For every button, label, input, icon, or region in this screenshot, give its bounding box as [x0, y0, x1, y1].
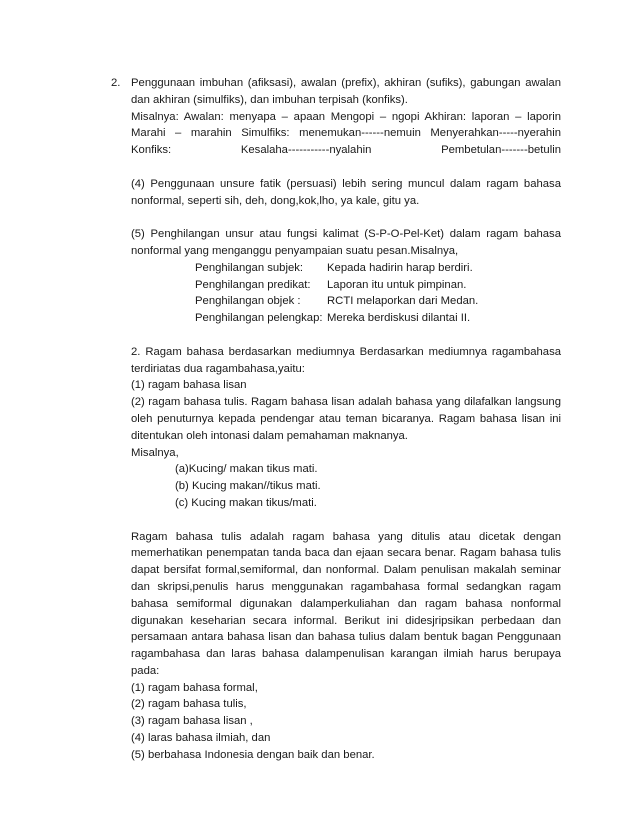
- omission-example-complement: [131, 310, 561, 327]
- usage-list-item: (2) ragam bahasa tulis,: [131, 698, 247, 711]
- afiksasi-intro-paragraph: Penggunaan imbuhan (afiksasi), awalan (prefix), akhiran (sufiks), gabungan awalan dan akhiran (simulfiks), dan imbuhan terpisah (konfiks).: [131, 77, 561, 106]
- list-item-number: 2.: [111, 77, 121, 89]
- afiksasi-examples-paragraph: Misalnya: Awalan: menyapa – apaan Mengopi – ngopi Akhiran: laporan – laporin Marahi – marahin Simulfiks: menemukan------nemuin Menyerahkan-----nyerahin Konfiks: Kesalaha-----------nyalahin Pembetulan-------betulin: [131, 110, 561, 157]
- medium-item-tulis-paragraph: (2) ragam bahasa tulis. Ragam bahasa lisan adalah bahasa yang dilafalkan langsung oleh penuturnya kepada pendengar atau teman bicaranya. Ragam bahasa lisan ini ditentukan oleh intonasi dalam pemahaman maknanya.: [131, 396, 561, 442]
- usage-list-item: (1) ragam bahasa formal,: [131, 681, 258, 694]
- written-variety-paragraph: Ragam bahasa tulis adalah ragam bahasa yang ditulis atau dicetak dengan memerhatikan penempatan tanda baca dan ejaan secara benar. Ragam bahasa tulis dapat bersifat formal,semiformal, dan nonformal. Dalam penulisan makalah seminar dan skripsi,penulis harus menggunakan ragambahasa formal sedangkan ragam bahasa semiformal digunakan dalamperkuliahan dan ragam bahasa nonformal digunakan keseharian secara informal. Berikut ini didesjripsikan perbedaan dan persamaan antara bahasa lisan dan bahasa tulius dalam bentuk bagan Penggunaan ragambahasa dan laras bahasa dalampenulisan karangan ilmiah harus berupaya pada:: [131, 530, 561, 677]
- medium-heading-paragraph: 2. Ragam bahasa berdasarkan mediumnya Berdasarkan mediumnya ragambahasa terdiriatas dua ragambahasa,yaitu:: [131, 345, 561, 375]
- intonation-example-a: (a)Kucing/ makan tikus mati.: [175, 463, 318, 476]
- omission-label: Penghilangan predikat:: [195, 278, 311, 291]
- omission-label: Penghilangan subjek:: [195, 261, 304, 274]
- omission-label: Penghilangan pelengkap:: [195, 312, 323, 325]
- usage-list-item: (3) ragam bahasa lisan ,: [131, 715, 253, 728]
- medium-item-lisan: (1) ragam bahasa lisan: [131, 379, 247, 392]
- usage-list-item: (5) berbahasa Indonesia dengan baik dan benar.: [131, 748, 375, 761]
- omission-example-subject: [131, 260, 561, 277]
- intonation-example-c: (c) Kucing makan tikus/mati.: [175, 496, 317, 509]
- document-body: [131, 75, 561, 764]
- omission-example-object: [131, 293, 561, 310]
- omission-label: Penghilangan objek :: [195, 295, 301, 308]
- usage-list-item: (4) laras bahasa ilmiah, dan: [131, 732, 271, 745]
- point-4-paragraph: (4) Penggunaan unsure fatik (persuasi) lebih sering muncul dalam ragam bahasa nonformal, seperti sih, deh, dong,kok,lho, ya kale, gitu ya.: [131, 177, 561, 207]
- omission-example: RCTI melaporkan dari Medan.: [327, 295, 479, 308]
- omission-example: Kepada hadirin harap berdiri.: [327, 261, 473, 274]
- omission-example: Mereka berdiskusi dilantai II.: [327, 312, 471, 325]
- intonation-example-b: (b) Kucing makan//tikus mati.: [175, 480, 321, 493]
- omission-example: Laporan itu untuk pimpinan.: [327, 278, 467, 291]
- omission-example-predicate: [131, 277, 561, 294]
- point-5-paragraph: (5) Penghilangan unsur atau fungsi kalimat (S-P-O-Pel-Ket) dalam ragam bahasa nonformal yang menganggu penyampaian suatu pesan.Misalnya,: [131, 228, 561, 257]
- examples-intro: Misalnya,: [131, 446, 179, 459]
